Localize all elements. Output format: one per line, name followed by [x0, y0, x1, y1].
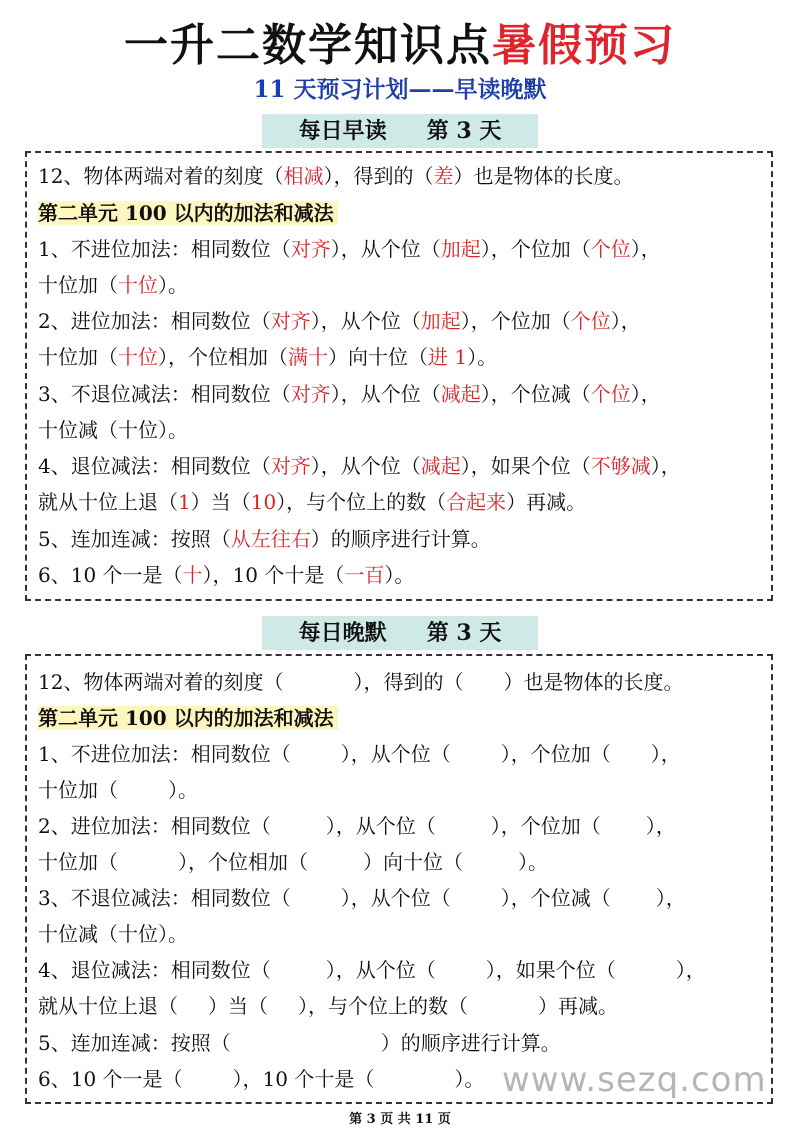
morning-line-6: 3、不退位减法：相同数位（对齐），从个位（减起），个位减（个位）， [38, 382, 661, 406]
evening-section-header [262, 616, 538, 650]
answer: 个位 [590, 237, 631, 261]
evening-line-5: 十位加（ ），个位相加（ ）向十位（ ）。 [38, 850, 548, 874]
page-subtitle: 11 天预习计划——早读晚默 [253, 76, 547, 103]
evening-line-3: 十位加（ ）。 [38, 778, 198, 802]
morning-line-7: 十位减（十位）。 [38, 418, 188, 442]
evening-label: 每日晚默 [298, 620, 387, 646]
morning-line-10: 5、连加连减：按照（从左往右）的顺序进行计算。 [38, 527, 491, 551]
evening-line-1: 12、物体两端对着的刻度（ ），得到的（ ）也是物体的长度。 [38, 670, 684, 694]
answer: 个位 [590, 382, 631, 406]
page-title [0, 18, 800, 74]
watermark-text: www.sezq.com [502, 1060, 767, 1100]
answer: 不够减 [590, 454, 651, 478]
evening-line-11: 6、10 个一是（ ），10 个十是（ ）。 [38, 1067, 485, 1091]
evening-unit-heading: 第二单元 100 以内的加法和减法 [38, 700, 338, 736]
morning-line-5: 十位加（十位），个位相加（满十）向十位（进 1）。 [38, 345, 498, 369]
answer: 满十 [288, 345, 328, 369]
evening-day: 第 3 天 [426, 620, 502, 646]
evening-line-7: 十位减（十位）。 [38, 922, 188, 946]
answer: 个位 [570, 309, 611, 333]
answer: 对齐 [290, 237, 331, 261]
answer: 减起 [420, 454, 461, 478]
morning-line-2: 1、不进位加法：相同数位（对齐），从个位（加起），个位加（个位）， [38, 237, 661, 261]
answer: 进 1 [428, 345, 468, 369]
answer: 十位 [118, 345, 158, 369]
answer: 相减 [283, 164, 324, 188]
evening-line-10: 5、连加连减：按照（ ）的顺序进行计算。 [38, 1031, 561, 1055]
morning-day: 第 3 天 [426, 118, 502, 144]
morning-line-1: 12、物体两端对着的刻度（相减），得到的（差）也是物体的长度。 [38, 164, 634, 188]
evening-line-2: 1、不进位加法：相同数位（ ），从个位（ ），个位加（ ）， [38, 742, 681, 766]
answer: 从左往右 [230, 527, 311, 551]
morning-line-9: 就从十位上退（1）当（10），与个位上的数（合起来）再减。 [38, 490, 587, 514]
answer: 一百 [344, 563, 385, 587]
answer: 对齐 [270, 309, 311, 333]
answer: 减起 [440, 382, 481, 406]
answer: 对齐 [270, 454, 311, 478]
answer: 十位 [118, 273, 158, 297]
answer: 十 [182, 563, 203, 587]
evening-line-4: 2、进位加法：相同数位（ ），从个位（ ），个位加（ ）， [38, 814, 676, 838]
morning-unit-heading: 第二单元 100 以内的加法和减法 [38, 195, 338, 231]
page-footer: 第 3 页 共 11 页 [349, 1112, 451, 1127]
morning-section-header [262, 114, 538, 148]
answer: 加起 [420, 309, 461, 333]
morning-line-11: 6、10 个一是（十），10 个十是（一百）。 [38, 563, 415, 587]
morning-label: 每日早读 [298, 118, 387, 144]
evening-line-6: 3、不退位减法：相同数位（ ），从个位（ ），个位减（ ）， [38, 886, 686, 910]
title-accent: 暑假预习 [492, 20, 676, 71]
answer: 合起来 [446, 490, 507, 514]
evening-line-9: 就从十位上退（ ）当（ ），与个位上的数（ ）再减。 [38, 994, 618, 1018]
title-main: 一升二数学知识点 [124, 20, 492, 71]
morning-line-4: 2、进位加法：相同数位（对齐），从个位（加起），个位加（个位）， [38, 309, 641, 333]
answer: 1 [178, 490, 191, 514]
morning-line-3: 十位加（十位）。 [38, 273, 188, 297]
answer: 加起 [440, 237, 481, 261]
answer: 对齐 [290, 382, 331, 406]
evening-line-8: 4、退位减法：相同数位（ ），从个位（ ），如果个位（ ）， [38, 958, 706, 982]
answer: 差 [433, 164, 454, 188]
morning-line-8: 4、退位减法：相同数位（对齐），从个位（减起），如果个位（不够减）， [38, 454, 681, 478]
answer: 10 [250, 490, 277, 514]
